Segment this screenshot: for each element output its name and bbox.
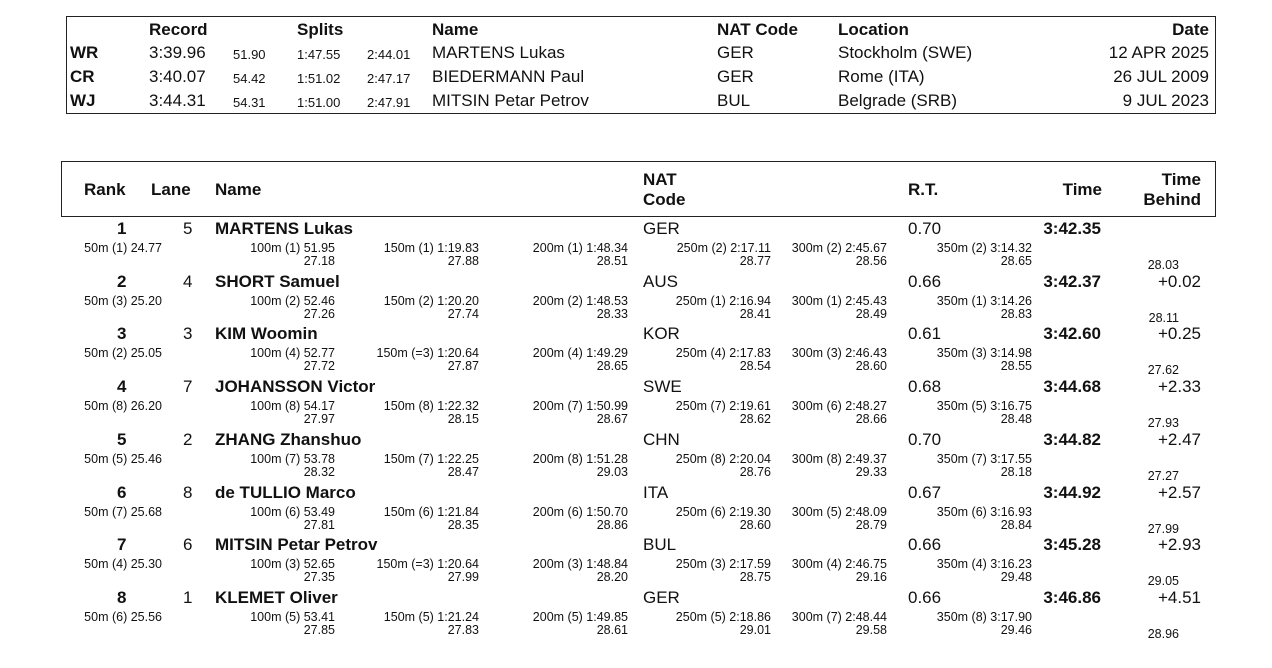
- split-150m-lap: 28.15: [447, 412, 479, 427]
- result-time: 3:42.35: [1043, 219, 1101, 238]
- records-header-date: Date: [1172, 20, 1209, 39]
- split-400m-lap: 27.99: [1147, 521, 1179, 536]
- split-400m-lap: 27.27: [1147, 468, 1179, 483]
- split-200m-lap: 28.61: [596, 622, 628, 637]
- result-name: MARTENS Lukas: [215, 219, 353, 238]
- result-rt: 0.66: [908, 587, 942, 607]
- record-split-100: 1:51.02: [297, 71, 341, 86]
- result-rt: 0.70: [908, 219, 942, 238]
- split-300m-lap: 28.66: [855, 412, 887, 427]
- split-350m: 350m (7) 3:17.55: [936, 451, 1032, 466]
- split-250m: 250m (7) 2:19.61: [675, 399, 771, 414]
- split-200m: 200m (8) 1:51.28: [532, 451, 628, 466]
- result-rt: 0.70: [908, 429, 942, 449]
- split-100m-lap: 27.81: [303, 517, 335, 532]
- record-split-150: 2:44.01: [367, 47, 411, 62]
- record-split-50: 54.31: [233, 95, 266, 110]
- result-name: ZHANG Zhanshuo: [215, 429, 362, 449]
- result-time: 3:42.37: [1043, 271, 1101, 291]
- header-code: Code: [643, 190, 686, 209]
- split-350m: 350m (4) 3:16.23: [936, 557, 1032, 572]
- record-code: WR: [70, 43, 99, 62]
- record-date: 9 JUL 2023: [1122, 91, 1209, 110]
- record-time: 3:39.96: [149, 43, 206, 62]
- split-150m: 150m (1) 1:19.83: [383, 241, 479, 255]
- result-nat: CHN: [643, 429, 680, 449]
- split-350m: 350m (3) 3:14.98: [936, 346, 1032, 361]
- result-rank: 4: [117, 377, 127, 397]
- record-time: 3:44.31: [149, 91, 206, 110]
- split-300m: 300m (1) 2:45.43: [791, 293, 887, 308]
- header-time-behind-line2: Behind: [1143, 190, 1201, 209]
- result-nat: AUS: [643, 271, 678, 291]
- result-rank: 8: [117, 587, 127, 607]
- records-header-location: Location: [838, 20, 909, 39]
- record-row: [67, 65, 1215, 89]
- record-name: MITSIN Petar Petrov: [432, 91, 589, 110]
- split-350m: 350m (6) 3:16.93: [936, 504, 1032, 519]
- split-300m-lap: 28.49: [855, 306, 887, 321]
- split-350m-lap: 28.18: [1000, 464, 1032, 479]
- split-100m: 100m (5) 53.41: [250, 609, 335, 624]
- record-name: MARTENS Lukas: [432, 43, 565, 62]
- result-lane: 7: [183, 377, 193, 397]
- record-split-50: 54.42: [233, 71, 266, 86]
- split-250m-lap: 28.41: [739, 306, 771, 321]
- split-250m: 250m (3) 2:17.59: [675, 557, 771, 572]
- result-time-behind: +0.25: [1157, 324, 1201, 344]
- split-300m: 300m (6) 2:48.27: [791, 399, 887, 414]
- split-400m-lap: 28.11: [1148, 310, 1179, 325]
- split-350m: 350m (1) 3:14.26: [936, 293, 1032, 308]
- record-nat: BUL: [717, 91, 751, 110]
- split-200m: 200m (2) 1:48.53: [532, 293, 628, 308]
- result-time-behind: +2.57: [1157, 482, 1201, 502]
- split-150m-lap: 27.83: [447, 622, 479, 637]
- split-100m: 100m (1) 51.95: [250, 241, 335, 255]
- result-name: SHORT Samuel: [215, 271, 340, 291]
- split-300m-lap: 28.79: [855, 517, 887, 532]
- record-nat: GER: [717, 43, 754, 62]
- result-name: JOHANSSON Victor: [215, 377, 376, 397]
- split-200m-lap: 28.51: [596, 254, 628, 268]
- result-rt: 0.61: [908, 324, 942, 344]
- split-300m: 300m (4) 2:46.75: [791, 557, 887, 572]
- record-time: 3:40.07: [149, 67, 206, 86]
- split-150m: 150m (5) 1:21.24: [383, 609, 479, 624]
- split-300m-lap: 29.58: [855, 622, 887, 637]
- split-200m: 200m (7) 1:50.99: [532, 399, 628, 414]
- result-row: [0, 219, 1272, 272]
- result-rank: 7: [117, 535, 127, 555]
- split-300m-lap: 29.16: [855, 570, 887, 585]
- result-time-behind: +4.51: [1157, 587, 1201, 607]
- split-300m-lap: 28.56: [855, 254, 887, 268]
- split-50m: 50m (6) 25.56: [84, 609, 162, 624]
- split-100m: 100m (3) 52.65: [250, 557, 335, 572]
- split-150m: 150m (7) 1:22.25: [383, 451, 479, 466]
- split-150m: 150m (6) 1:21.84: [383, 504, 479, 519]
- split-100m-lap: 27.85: [303, 622, 335, 637]
- result-nat: KOR: [643, 324, 680, 344]
- split-250m-lap: 29.01: [739, 622, 771, 637]
- record-location: Rome (ITA): [838, 67, 925, 86]
- result-nat: GER: [643, 587, 680, 607]
- split-150m-lap: 27.99: [447, 570, 479, 585]
- record-location: Stockholm (SWE): [838, 43, 973, 62]
- record-split-100: 1:51.00: [297, 95, 341, 110]
- header-time-behind-line1: Time: [1161, 170, 1201, 189]
- split-200m-lap: 28.33: [596, 306, 628, 321]
- results-header: [61, 161, 1216, 217]
- split-100m: 100m (4) 52.77: [250, 346, 335, 361]
- split-150m-lap: 27.74: [447, 306, 479, 321]
- split-150m: 150m (=3) 1:20.64: [376, 557, 479, 572]
- split-200m-lap: 29.03: [596, 464, 628, 479]
- split-200m: 200m (4) 1:49.29: [532, 346, 628, 361]
- result-row: [0, 430, 1272, 483]
- split-350m-lap: 29.46: [1000, 622, 1032, 637]
- result-lane: 5: [183, 219, 193, 238]
- result-rank: 1: [117, 219, 127, 238]
- split-50m: 50m (8) 26.20: [84, 399, 162, 414]
- split-200m: 200m (5) 1:49.85: [532, 609, 628, 624]
- split-400m-lap: 29.05: [1147, 574, 1179, 589]
- split-250m: 250m (5) 2:18.86: [675, 609, 771, 624]
- result-lane: 4: [183, 271, 193, 291]
- record-row: [67, 41, 1215, 65]
- split-100m-lap: 28.32: [303, 464, 335, 479]
- split-100m: 100m (6) 53.49: [250, 504, 335, 519]
- split-250m-lap: 28.77: [739, 254, 771, 268]
- record-date: 12 APR 2025: [1108, 43, 1209, 62]
- split-300m-lap: 28.60: [855, 359, 887, 374]
- split-250m: 250m (6) 2:19.30: [675, 504, 771, 519]
- record-date: 26 JUL 2009: [1113, 67, 1209, 86]
- result-rt: 0.66: [908, 271, 942, 291]
- record-split-50: 51.90: [233, 47, 266, 62]
- split-100m-lap: 27.18: [303, 254, 335, 268]
- split-200m: 200m (1) 1:48.34: [532, 241, 628, 255]
- split-300m: 300m (3) 2:46.43: [791, 346, 887, 361]
- result-time-behind: +2.47: [1157, 429, 1201, 449]
- split-300m: 300m (7) 2:48.44: [791, 609, 887, 624]
- records-header-splits: Splits: [297, 20, 344, 39]
- result-rank: 2: [117, 271, 127, 291]
- records-header-nat: NAT Code: [717, 20, 798, 39]
- split-250m: 250m (8) 2:20.04: [675, 451, 771, 466]
- split-400m-lap: 27.62: [1147, 363, 1179, 378]
- result-lane: 6: [183, 535, 193, 555]
- record-nat: GER: [717, 67, 754, 86]
- split-100m-lap: 27.97: [303, 412, 335, 427]
- record-split-150: 2:47.91: [367, 95, 411, 110]
- result-time-behind: +2.33: [1157, 377, 1201, 397]
- result-lane: 8: [183, 482, 193, 502]
- result-nat: BUL: [643, 535, 677, 555]
- result-nat: ITA: [643, 482, 669, 502]
- split-150m: 150m (=3) 1:20.64: [376, 346, 479, 361]
- split-350m-lap: 29.48: [1000, 570, 1032, 585]
- result-rank: 3: [117, 324, 127, 344]
- result-row: [0, 588, 1272, 641]
- split-100m-lap: 27.72: [303, 359, 335, 374]
- result-name: KIM Woomin: [215, 324, 318, 344]
- record-split-100: 1:47.55: [297, 47, 341, 62]
- split-350m: 350m (5) 3:16.75: [936, 399, 1032, 414]
- header-nat: NAT: [643, 170, 677, 189]
- result-time: 3:46.86: [1043, 587, 1101, 607]
- split-350m-lap: 28.83: [1000, 306, 1032, 321]
- split-200m-lap: 28.67: [596, 412, 628, 427]
- split-350m-lap: 28.55: [1000, 359, 1032, 374]
- result-time: 3:45.28: [1043, 535, 1101, 555]
- result-row: [0, 377, 1272, 430]
- split-350m-lap: 28.65: [1000, 254, 1032, 268]
- result-row: [0, 324, 1272, 377]
- result-lane: 3: [183, 324, 193, 344]
- result-time: 3:44.68: [1043, 377, 1101, 397]
- records-table: [66, 16, 1216, 114]
- result-rank: 6: [117, 482, 127, 502]
- split-300m-lap: 29.33: [855, 464, 887, 479]
- split-50m: 50m (7) 25.68: [84, 504, 162, 519]
- split-150m-lap: 28.47: [447, 464, 479, 479]
- split-400m-lap: 27.93: [1147, 416, 1179, 431]
- result-lane: 2: [183, 429, 193, 449]
- split-50m: 50m (5) 25.46: [84, 451, 162, 466]
- result-time: 3:42.60: [1043, 324, 1101, 344]
- split-350m: 350m (8) 3:17.90: [936, 609, 1032, 624]
- split-200m-lap: 28.20: [596, 570, 628, 585]
- split-250m: 250m (1) 2:16.94: [675, 293, 771, 308]
- result-name: de TULLIO Marco: [215, 482, 356, 502]
- header-name: Name: [215, 180, 262, 199]
- result-row: [0, 272, 1272, 325]
- split-50m: 50m (4) 25.30: [84, 557, 162, 572]
- split-250m: 250m (4) 2:17.83: [675, 346, 771, 361]
- result-rt: 0.67: [908, 482, 942, 502]
- split-200m: 200m (6) 1:50.70: [532, 504, 628, 519]
- result-name: KLEMET Oliver: [215, 587, 338, 607]
- split-350m: 350m (2) 3:14.32: [936, 241, 1032, 255]
- split-100m: 100m (7) 53.78: [250, 451, 335, 466]
- split-300m: 300m (5) 2:48.09: [791, 504, 887, 519]
- result-time: 3:44.92: [1043, 482, 1101, 502]
- split-200m: 200m (3) 1:48.84: [532, 557, 628, 572]
- result-rt: 0.66: [908, 535, 942, 555]
- split-50m: 50m (2) 25.05: [84, 346, 162, 361]
- split-250m-lap: 28.62: [739, 412, 771, 427]
- split-400m-lap: 28.96: [1147, 626, 1179, 641]
- split-250m-lap: 28.54: [739, 359, 771, 374]
- header-time: Time: [1062, 180, 1102, 199]
- result-time-behind: +2.93: [1157, 535, 1201, 555]
- split-250m-lap: 28.76: [739, 464, 771, 479]
- header-lane: Lane: [151, 180, 191, 199]
- result-lane: 1: [183, 587, 193, 607]
- records-header-name: Name: [432, 20, 479, 39]
- split-300m: 300m (2) 2:45.67: [791, 241, 887, 255]
- split-150m: 150m (2) 1:20.20: [383, 293, 479, 308]
- result-row: [0, 483, 1272, 536]
- result-time-behind: +0.02: [1157, 271, 1201, 291]
- split-400m-lap: 28.03: [1147, 258, 1179, 272]
- record-code: WJ: [70, 91, 96, 110]
- split-100m-lap: 27.26: [303, 306, 335, 321]
- result-name: MITSIN Petar Petrov: [215, 535, 378, 555]
- split-50m: 50m (1) 24.77: [84, 241, 162, 255]
- result-nat: GER: [643, 219, 680, 238]
- header-rt: R.T.: [908, 180, 939, 199]
- split-250m-lap: 28.60: [739, 517, 771, 532]
- result-nat: SWE: [643, 377, 682, 397]
- split-100m: 100m (2) 52.46: [250, 293, 335, 308]
- split-200m-lap: 28.86: [596, 517, 628, 532]
- result-row: [0, 535, 1272, 588]
- split-50m: 50m (3) 25.20: [84, 293, 162, 308]
- split-150m-lap: 27.88: [447, 254, 479, 268]
- record-code: CR: [70, 67, 95, 86]
- record-row: [67, 89, 1215, 113]
- split-200m-lap: 28.65: [596, 359, 628, 374]
- result-rank: 5: [117, 429, 127, 449]
- split-150m-lap: 28.35: [447, 517, 479, 532]
- records-header-record: Record: [149, 20, 208, 39]
- split-150m: 150m (8) 1:22.32: [383, 399, 479, 414]
- record-name: BIEDERMANN Paul: [432, 67, 585, 86]
- split-350m-lap: 28.84: [1000, 517, 1032, 532]
- split-350m-lap: 28.48: [1000, 412, 1032, 427]
- split-100m-lap: 27.35: [303, 570, 335, 585]
- split-250m: 250m (2) 2:17.11: [676, 241, 771, 255]
- split-150m-lap: 27.87: [447, 359, 479, 374]
- split-100m: 100m (8) 54.17: [250, 399, 335, 414]
- record-split-150: 2:47.17: [367, 71, 411, 86]
- record-location: Belgrade (SRB): [838, 91, 958, 110]
- header-rank: Rank: [84, 180, 126, 199]
- split-250m-lap: 28.75: [739, 570, 771, 585]
- result-rt: 0.68: [908, 377, 942, 397]
- split-300m: 300m (8) 2:49.37: [791, 451, 887, 466]
- result-time: 3:44.82: [1043, 429, 1101, 449]
